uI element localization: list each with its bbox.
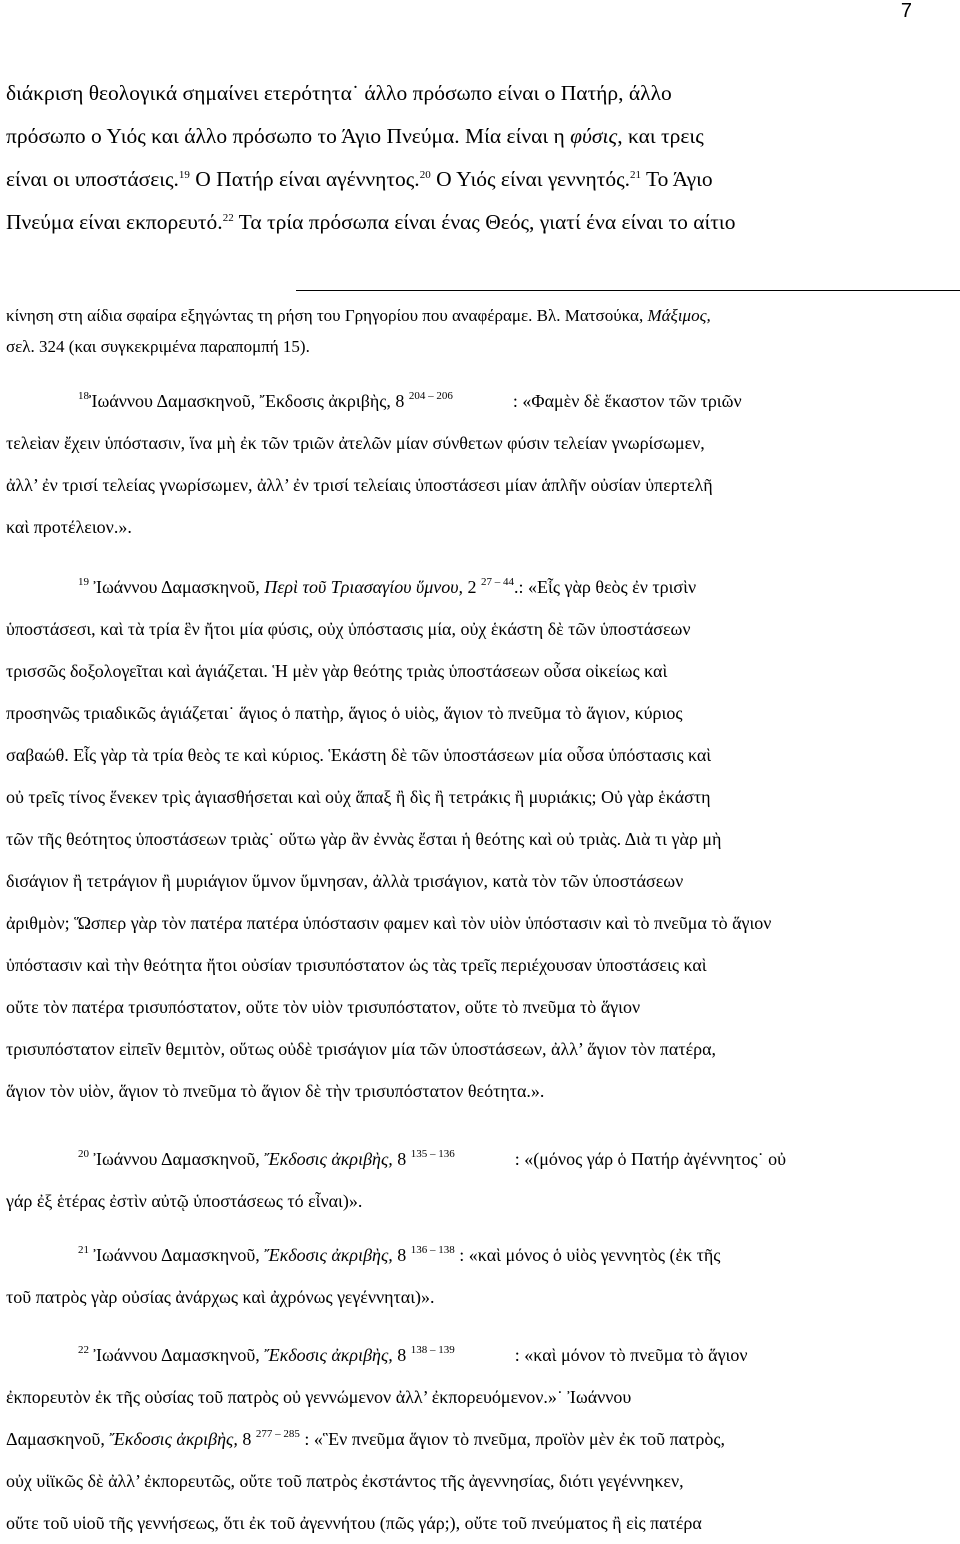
main-body-text [6, 72, 886, 244]
footnote-line: ἀριθμὸν; Ὥσπερ γὰρ τὸν πατέρα πατέρα ὑπόστασιν φαμεν καὶ τὸν υἱὸν ὑπόστασιν καὶ τὸ πνεῦμα τὸ ἅγιον [6, 913, 772, 933]
footnote-line: ὑπόστασιν καὶ τὴν θεότητα ἤτοι οὐσίαν τρισυπόστατον ὡς τὰς τρεῖς περιέχουσαν ὑποστάσεις καὶ [6, 955, 707, 975]
footnote-ref[interactable]: 22 [222, 212, 234, 224]
footnote-line: οὐχ υἱϊκῶς δὲ ἀλλ’ ἐκπορευτῶς, οὔτε τοῦ πατρὸς ἐκστάντος τῆς ἀγεννησίας, διότι γεγέννηκεν, [6, 1471, 684, 1491]
footnote-22 [6, 1334, 888, 1544]
footnote-line: ἅγιον τὸν υἱὸν, ἅγιον τὸ πνεῦμα τὸ ἅγιον δὲ τὴν τρισυπόστατον θεότητα.». [6, 1081, 545, 1101]
footnote-line: τελεὶαν ἔχειν ὑπόστασιν, ἵνα μὴ ἐκ τῶν τριῶν ἀτελῶν μίαν σύνθετων φύσιν τελείαν γνωρίσωμεν, [6, 433, 705, 453]
footnote-ref[interactable]: 21 [630, 169, 642, 181]
footnote-ref[interactable]: 19 [178, 169, 190, 181]
footnote-number: 19 [78, 576, 89, 588]
footnote-line: δισάγιον ἢ τετράγιον ἢ μυριάγιον ὕμνον ὕμνησαν, ἀλλὰ τρισάγιον, κατὰ τὸν τῶν ὑποστάσεων [6, 871, 684, 891]
footnote-continuation [6, 300, 886, 362]
footnote-number: 18 [78, 390, 89, 402]
page-number: 7 [900, 0, 912, 22]
footnote-18 [6, 380, 888, 548]
footnote-line: Δαμασκηνοῦ, Ἔκδοσις ἀκριβὴς, 8 $^{277 - 285}$ : «Ἓν πνεῦμα ἅγιον τὸ πνεῦμα, προϊὸν μὲν ἐκ τοῦ πατρὸς, [6, 1428, 725, 1449]
footnote-line: οὔτε τοῦ υἱοῦ τῆς γεννήσεως, ὅτι ἐκ τοῦ ἀγεννήτου (πῶς γάρ;), οὔτε τοῦ πνεύματος ἢ εἰς πατέρα [6, 1513, 702, 1533]
footnote-line: οὔτε τὸν πατέρα τρισυπόστατον, οὔτε τὸν υἱὸν τρισυπόστατον, οὔτε τὸ πνεῦμα τὸ ἅγιον [6, 997, 641, 1017]
footnote-line: κίνηση στη αίδια σφαίρα εξηγώντας τη ρήση του Γρηγορίου που αναφέραμε. Βλ. Ματσούκα, Μάξιμος, [6, 306, 711, 325]
body-line: διάκριση θεολογικά σημαίνει ετερότητα˙ άλλο πρόσωπο είναι ο Πατήρ, άλλο [6, 81, 672, 105]
footnote-line: $^{20}$ Ἰωάννου Δαμασκηνοῦ, Ἔκδοσις ἀκριβὴς, 8 $^{135 - 136}$ : «(μόνος γάρ ὁ Πατήρ ἀγέννητος˙ οὐ [78, 1148, 787, 1169]
footnote-line: τῶν τῆς θεότητος ὑποστάσεων τριὰς˙ οὕτω γὰρ ἂν ἐννὰς ἔσται ἡ θεότης καὶ οὐ τριὰς. Διὰ τι γὰρ μὴ [6, 829, 722, 849]
footnote-line: γάρ ἐξ ἑτέρας ἐστὶν αὐτῷ ὑποστάσεως τό εἶναι)». [6, 1191, 363, 1211]
footnote-line: ὑποστάσεσι, καὶ τὰ τρία ἓν ἤτοι μία φύσις, οὐχ ὑπόστασις μία, οὐχ ἑκάστη δὲ τῶν ὑποστάσεων [6, 619, 691, 639]
footnote-separator [296, 290, 960, 291]
footnote-line: τοῦ πατρὸς γὰρ οὐσίας ἀνάρχως καὶ ἀχρόνως γεγέννηται)». [6, 1287, 435, 1307]
footnote-line: σελ. 324 (και συγκεκριμένα παραπομπή 15). [6, 337, 310, 356]
footnote-ref[interactable]: 20 [419, 169, 431, 181]
footnote-number: 21 [78, 1244, 89, 1256]
footnote-line: $^{21}$ Ἰωάννου Δαμασκηνοῦ, Ἔκδοσις ἀκριβὴς, 8 $^{136 - 138}$ : «καὶ μόνος ὁ υἱὸς γεννητὸς (ἐκ τῆς [78, 1244, 721, 1265]
footnote-line: $^{18}$Ἰωάννου Δαμασκηνοῦ, Ἔκδοσις ἀκριβὴς, 8 $^{204 - 206}$ : «Φαμὲν δὲ ἕκαστον τῶν τριῶν [78, 390, 742, 411]
footnote-line: ἀλλ’ ἐν τρισί τελείας γνωρίσωμεν, ἀλλ’ ἐν τρισί τελείαις ὑποστάσεσι μίαν ἁπλῆν οὐσίαν ὑπερτελῆ [6, 475, 713, 495]
footnote-line: $^{19}$ Ἰωάννου Δαμασκηνοῦ, Περὶ τοῦ Τριασαγίου ὕμνου, 2 $^{27 - 44}$.: «Εἷς γὰρ θεὸς ἐν τρισὶν [78, 576, 697, 597]
footnote-line: σαβαώθ. Εἷς γὰρ τὰ τρία θεὸς τε καὶ κύριος. Ἑκάστη δὲ τῶν ὑποστάσεων μία οὖσα ὑπόστασις καὶ [6, 745, 712, 765]
footnote-line: $^{22}$ Ἰωάννου Δαμασκηνοῦ, Ἔκδοσις ἀκριβὴς, 8 $^{138 - 139}$ : «καὶ μόνον τὸ πνεῦμα τὸ ἅγιον [78, 1344, 748, 1365]
body-line: πρόσωπο ο Υιός και άλλο πρόσωπο το Άγιο Πνεύμα. Μία είναι η φύσις, και τρεις [6, 124, 704, 148]
footnote-line: οὐ τρεῖς τίνος ἕνεκεν τρὶς ἁγιασθήσεται καὶ οὐχ ἅπαξ ἢ δὶς ἢ τετράκις ἢ μυριάκις; Οὐ γὰρ ἑκάστη [6, 787, 711, 807]
footnote-20 [6, 1138, 888, 1222]
body-line: Πνεύμα είναι εκπορευτό.$^{22}$ Τα τρία πρόσωπα είναι ένας Θεός, γιατί ένα είναι το αίτιο [6, 210, 736, 234]
footnote-number: 20 [78, 1148, 89, 1160]
footnote-19 [6, 566, 888, 1112]
footnote-21 [6, 1234, 888, 1318]
footnote-line: τρισυπόστατον εἰπεῖν θεμιτὸν, οὕτως οὐδὲ τρισάγιον μία τῶν ὑποστάσεων, ἀλλ’ ἅγιον τὸν πατέρα, [6, 1039, 717, 1059]
footnote-number: 22 [78, 1344, 89, 1356]
body-line: είναι οι υποστάσεις.$^{19}$ Ο Πατήρ είναι αγέννητος.$^{20}$ Ο Υιός είναι γεννητός.$^{21}$ Το Άγιο [6, 167, 713, 191]
footnote-line: καὶ προτέλειον.». [6, 517, 132, 537]
footnote-line: προσηνῶς τριαδικῶς ἁγιάζεται˙ ἅγιος ὁ πατὴρ, ἅγιος ὁ υἱὸς, ἅγιον τὸ πνεῦμα τὸ ἅγιον, κύριος [6, 703, 683, 723]
footnote-line: ἐκπορευτὸν ἐκ τῆς οὐσίας τοῦ πατρὸς οὐ γεννώμενον ἀλλ’ ἐκπορευόμενον.»˙ Ἰωάννου [6, 1387, 632, 1407]
footnote-line: τρισσῶς δοξολογεῖται καὶ ἁγιάζεται. Ἡ μὲν γὰρ θεότης τριὰς ὑποστάσεων οὖσα οἰκείως καὶ [6, 661, 668, 681]
